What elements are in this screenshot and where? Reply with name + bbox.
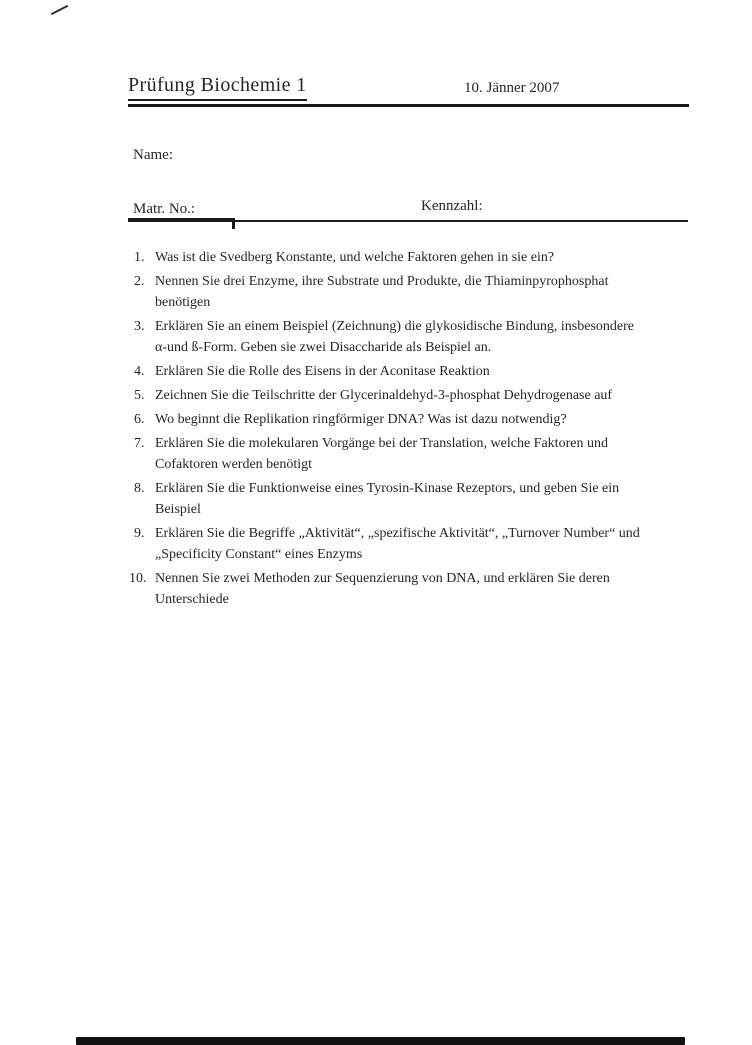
question-line: Zeichnen Sie die Teilschritte der Glycerinaldehyd-3-phosphat Dehydrogenase auf [155, 388, 613, 403]
fields-rule [128, 220, 688, 222]
question-line: Erklären Sie die Funktionweise eines Tyrosin-Kinase Rezeptors, und geben Sie ein [155, 481, 620, 496]
question-item [128, 271, 688, 313]
question-line: Nennen Sie zwei Methoden zur Sequenzierung von DNA, und erklären Sie deren [155, 571, 610, 586]
question-item [128, 385, 688, 406]
question-item [128, 433, 688, 475]
question-line: Erklären Sie die molekularen Vorgänge bei der Translation, welche Faktoren und [155, 436, 608, 451]
question-number: 3. [134, 319, 145, 334]
question-text [155, 271, 688, 313]
question-item [128, 316, 688, 358]
question-item [128, 247, 688, 268]
question-line: Was ist die Svedberg Konstante, und welche Faktoren gehen in sie ein? [155, 250, 555, 265]
question-number: 5. [134, 388, 145, 403]
kennzahl-field-label: Kennzahl: [421, 198, 483, 214]
question-item [128, 361, 688, 382]
question-line: Unterschiede [155, 592, 229, 607]
question-line: Erklären Sie an einem Beispiel (Zeichnung) die glykosidische Bindung, insbesondere [155, 319, 634, 334]
question-line: Wo beginnt die Replikation ringförmiger DNA? Was ist dazu notwendig? [155, 412, 567, 427]
header-rule [128, 104, 689, 107]
question-text [155, 478, 688, 520]
question-item [128, 568, 688, 610]
question-number: 2. [134, 274, 145, 289]
question-text [155, 568, 688, 610]
question-line: α-und ß-Form. Geben sie zwei Disaccharide als Beispiel an. [155, 340, 492, 355]
page-title: Prüfung Biochemie 1 [128, 74, 307, 101]
scan-edge-artifact [76, 1037, 685, 1045]
question-text [155, 361, 688, 382]
name-field-label: Name: [133, 147, 173, 163]
question-line: Nennen Sie drei Enzyme, ihre Substrate und Produkte, die Thiaminpyrophosphat [155, 274, 609, 289]
matriculation-field-label: Matr. No.: [133, 201, 196, 217]
question-number: 1. [134, 250, 145, 265]
question-text [155, 433, 688, 475]
question-number: 10. [129, 571, 147, 586]
question-number: 4. [134, 364, 145, 379]
question-line: Cofaktoren werden benötigt [155, 457, 313, 472]
question-number: 7. [134, 436, 145, 451]
fields-rule-tick [232, 222, 235, 229]
question-text [155, 316, 688, 358]
question-text [155, 523, 688, 565]
question-item [128, 478, 688, 520]
question-text [155, 247, 688, 268]
exam-date: 10. Jänner 2007 [464, 80, 560, 96]
question-line: Erklären Sie die Rolle des Eisens in der Aconitase Reaktion [155, 364, 490, 379]
question-line: „Specificity Constant“ eines Enzyms [155, 547, 363, 562]
question-line: benötigen [155, 295, 211, 310]
questions-list [128, 247, 688, 613]
question-number: 8. [134, 481, 145, 496]
question-item [128, 409, 688, 430]
question-line: Beispiel [155, 502, 201, 517]
question-number: 9. [134, 526, 145, 541]
question-line: Erklären Sie die Begriffe „Aktivität“, „spezifische Aktivität“, „Turnover Number“ und [155, 526, 640, 541]
question-item [128, 523, 688, 565]
scan-mark-artifact [51, 5, 69, 15]
question-text [155, 409, 688, 430]
question-number: 6. [134, 412, 145, 427]
question-text [155, 385, 688, 406]
